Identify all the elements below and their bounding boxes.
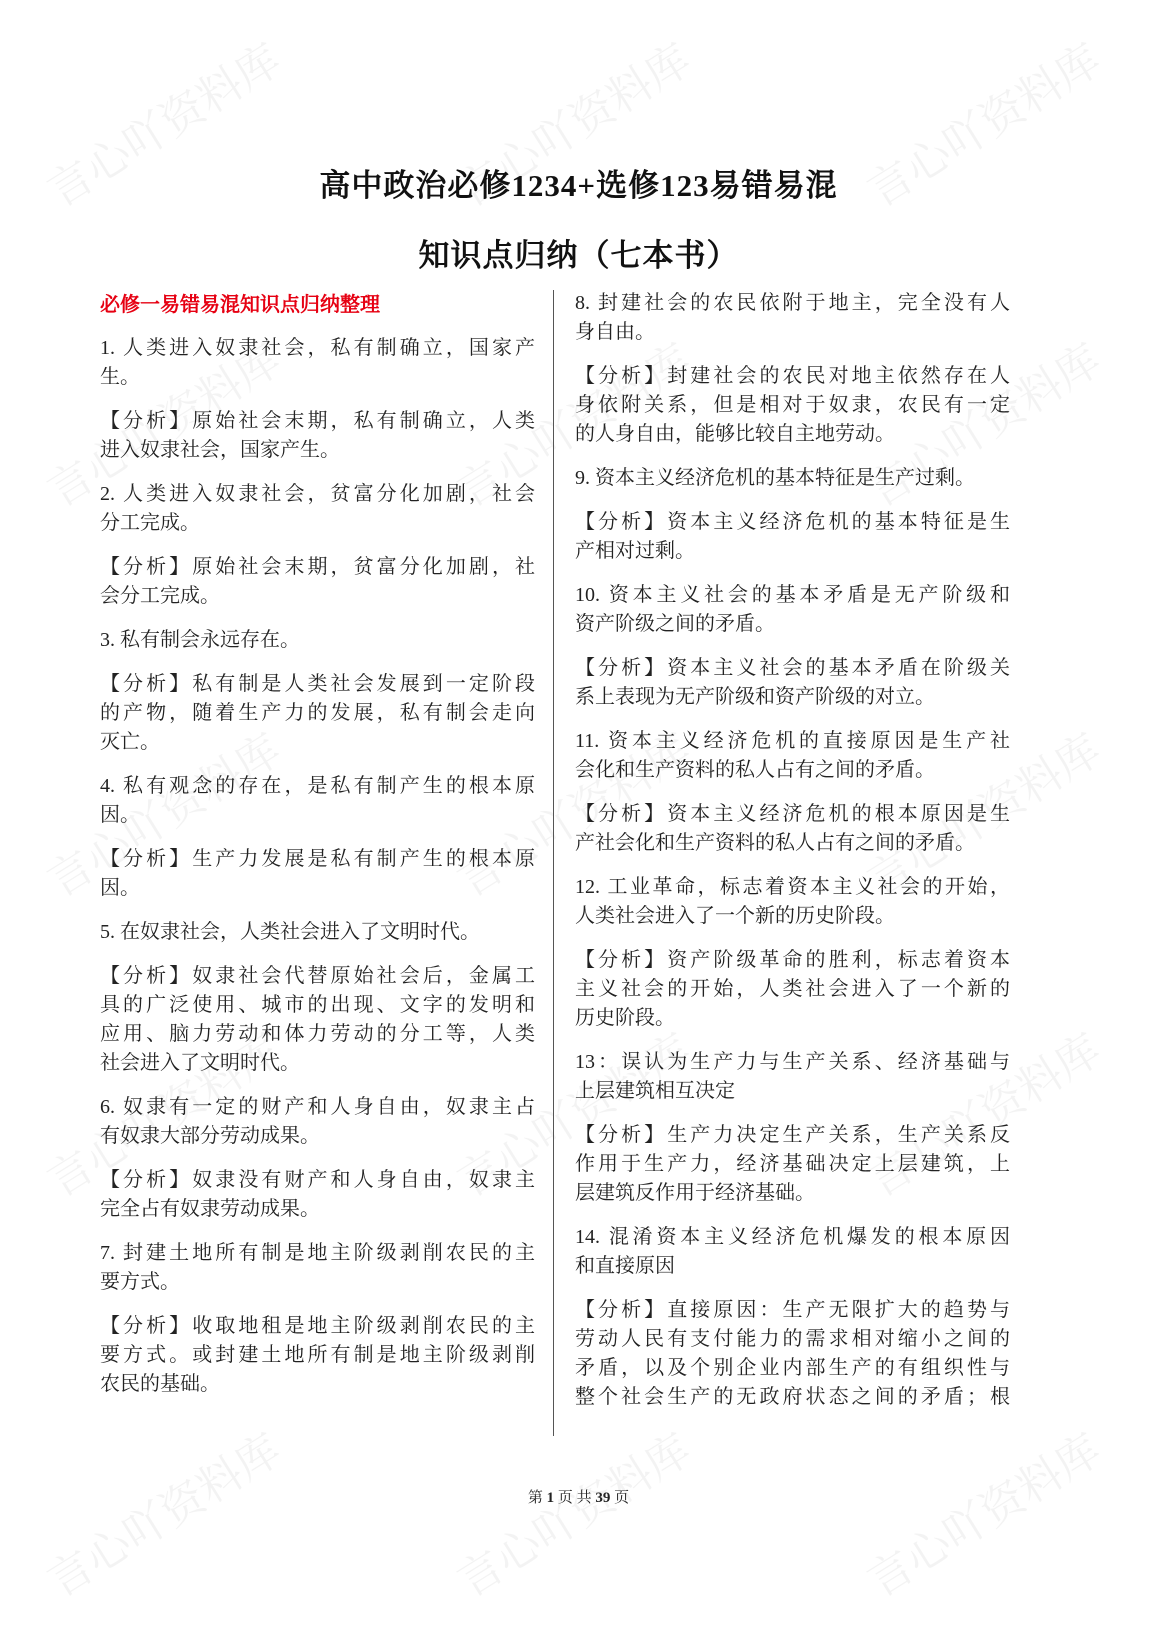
analysis-paragraph <box>575 508 1010 566</box>
section-heading: 必修一易错易混知识点归纳整理 <box>100 294 380 316</box>
text-line: 因。 <box>100 877 140 899</box>
page-footer <box>0 1486 1157 1507</box>
text-line: 因。 <box>100 804 140 826</box>
point-paragraph <box>575 727 1010 785</box>
text-line: 7. 封建土地所有制是地主阶级剥削农民的主 <box>100 1242 535 1264</box>
point-paragraph <box>100 772 535 830</box>
text-line: 产社会化和生产资料的私人占有之间的矛盾。 <box>575 832 975 854</box>
footer-suffix: 页 <box>614 1490 630 1506</box>
point-paragraph <box>575 1048 1010 1106</box>
text-line: 【分析】原始社会末期，私有制确立，人类 <box>100 410 535 432</box>
text-line: 3. 私有制会永远存在。 <box>100 629 300 651</box>
point-paragraph <box>100 334 535 392</box>
text-line: 劳动人民有支付能力的需求相对缩小之间的 <box>575 1328 1010 1350</box>
text-line: 整个社会生产的无政府状态之间的矛盾；根 <box>575 1386 1010 1408</box>
text-line: 身依附关系，但是相对于奴隶，农民有一定 <box>575 394 1010 416</box>
text-line: 作用于生产力，经济基础决定上层建筑，上 <box>575 1153 1010 1175</box>
text-line: 农民的基础。 <box>100 1373 220 1395</box>
text-line: 【分析】生产力发展是私有制产生的根本原 <box>100 848 535 870</box>
text-line: 上层建筑相互决定 <box>575 1080 735 1102</box>
right-column <box>575 289 1010 1427</box>
text-line: 要方式。或封建土地所有制是地主阶级剥削 <box>100 1344 535 1366</box>
text-line: 资产阶级之间的矛盾。 <box>575 613 775 635</box>
text-line: 【分析】资产阶级革命的胜利，标志着资本 <box>575 949 1010 971</box>
document-title-line-2: 知识点归纳（七本书） <box>418 238 739 273</box>
text-line: 【分析】资本主义经济危机的基本特征是生 <box>575 511 1010 533</box>
text-line: 4. 私有观念的存在，是私有制产生的根本原 <box>100 775 535 797</box>
text-line: 和直接原因 <box>575 1255 675 1277</box>
text-line: 完全占有奴隶劳动成果。 <box>100 1198 320 1220</box>
text-line: 9. 资本主义经济危机的基本特征是生产过剩。 <box>575 467 975 489</box>
document-title-line-1: 高中政治必修1234+选修123易错易混 <box>319 168 838 203</box>
analysis-paragraph <box>100 407 535 465</box>
text-line: 【分析】奴隶社会代替原始社会后，金属工 <box>100 965 535 987</box>
text-line: 身自由。 <box>575 321 655 343</box>
text-line: 灭亡。 <box>100 731 160 753</box>
text-line: 12. 工业革命，标志着资本主义社会的开始， <box>575 876 1010 898</box>
text-line: 【分析】资本主义社会的基本矛盾在阶级关 <box>575 657 1010 679</box>
point-paragraph <box>100 918 535 947</box>
left-column <box>100 291 535 1414</box>
text-line: 【分析】原始社会末期，贫富分化加剧，社 <box>100 556 535 578</box>
text-line: 10. 资本主义社会的基本矛盾是无产阶级和 <box>575 584 1010 606</box>
text-line: 应用、脑力劳动和体力劳动的分工等，人类 <box>100 1023 535 1045</box>
analysis-paragraph <box>100 670 535 757</box>
text-line: 具的广泛使用、城市的出现、文字的发明和 <box>100 994 535 1016</box>
text-line: 13：误认为生产力与生产关系、经济基础与 <box>575 1051 1010 1073</box>
point-paragraph <box>575 581 1010 639</box>
point-paragraph <box>575 464 1010 493</box>
analysis-paragraph <box>100 845 535 903</box>
point-paragraph <box>100 1239 535 1297</box>
analysis-paragraph <box>575 654 1010 712</box>
text-line: 产相对过剩。 <box>575 540 695 562</box>
analysis-paragraph <box>575 946 1010 1033</box>
text-line: 历史阶段。 <box>575 1007 675 1029</box>
text-line: 14. 混淆资本主义经济危机爆发的根本原因 <box>575 1226 1010 1248</box>
analysis-paragraph <box>575 800 1010 858</box>
text-line: 人类社会进入了一个新的历史阶段。 <box>575 905 895 927</box>
analysis-paragraph <box>575 1296 1010 1412</box>
text-line: 6. 奴隶有一定的财产和人身自由，奴隶主占 <box>100 1096 535 1118</box>
text-line: 【分析】直接原因：生产无限扩大的趋势与 <box>575 1299 1010 1321</box>
watermark-text <box>443 1415 701 1609</box>
analysis-paragraph <box>100 962 535 1078</box>
text-line: 有奴隶大部分劳动成果。 <box>100 1125 320 1147</box>
text-line: 5. 在奴隶社会，人类社会进入了文明时代。 <box>100 921 480 943</box>
analysis-paragraph <box>100 553 535 611</box>
text-line: 的产物，随着生产力的发展，私有制会走向 <box>100 702 535 724</box>
footer-middle: 页 共 <box>557 1490 592 1506</box>
total-pages: 39 <box>595 1490 611 1506</box>
point-paragraph <box>100 480 535 538</box>
text-line: 【分析】资本主义经济危机的根本原因是生 <box>575 803 1010 825</box>
analysis-paragraph <box>575 1121 1010 1208</box>
text-line: 主义社会的开始，人类社会进入了一个新的 <box>575 978 1010 1000</box>
text-line: 8. 封建社会的农民依附于地主，完全没有人 <box>575 292 1010 314</box>
text-line: 的人身自由，能够比较自主地劳动。 <box>575 423 895 445</box>
text-line: 2. 人类进入奴隶社会，贫富分化加剧，社会 <box>100 483 535 505</box>
text-line: 进入奴隶社会，国家产生。 <box>100 439 340 461</box>
text-line: 【分析】封建社会的农民对地主依然存在人 <box>575 365 1010 387</box>
text-line: 分工完成。 <box>100 512 200 534</box>
text-line: 生。 <box>100 366 140 388</box>
text-line: 要方式。 <box>100 1271 180 1293</box>
watermark-text <box>33 1415 291 1609</box>
text-line: 【分析】私有制是人类社会发展到一定阶段 <box>100 673 535 695</box>
text-line: 社会进入了文明时代。 <box>100 1052 300 1074</box>
point-paragraph <box>575 289 1010 347</box>
point-paragraph <box>100 1093 535 1151</box>
point-paragraph <box>100 626 535 655</box>
text-line: 会分工完成。 <box>100 585 220 607</box>
text-line: 11. 资本主义经济危机的直接原因是生产社 <box>575 730 1010 752</box>
analysis-paragraph <box>575 362 1010 449</box>
current-page-number: 1 <box>546 1490 555 1506</box>
column-divider <box>553 290 554 1436</box>
text-line: 矛盾，以及个别企业内部生产的有组织性与 <box>575 1357 1010 1379</box>
text-line: 会化和生产资料的私人占有之间的矛盾。 <box>575 759 935 781</box>
text-line: 层建筑反作用于经济基础。 <box>575 1182 815 1204</box>
text-line: 1. 人类进入奴隶社会，私有制确立，国家产 <box>100 337 535 359</box>
watermark-text <box>853 1415 1111 1609</box>
analysis-paragraph <box>100 1312 535 1399</box>
text-line: 系上表现为无产阶级和资产阶级的对立。 <box>575 686 935 708</box>
text-line: 【分析】收取地租是地主阶级剥削农民的主 <box>100 1315 535 1337</box>
point-paragraph <box>575 873 1010 931</box>
text-line: 【分析】生产力决定生产关系，生产关系反 <box>575 1124 1010 1146</box>
point-paragraph <box>575 1223 1010 1281</box>
footer-prefix: 第 <box>527 1490 543 1506</box>
text-line: 【分析】奴隶没有财产和人身自由，奴隶主 <box>100 1169 535 1191</box>
analysis-paragraph <box>100 1166 535 1224</box>
